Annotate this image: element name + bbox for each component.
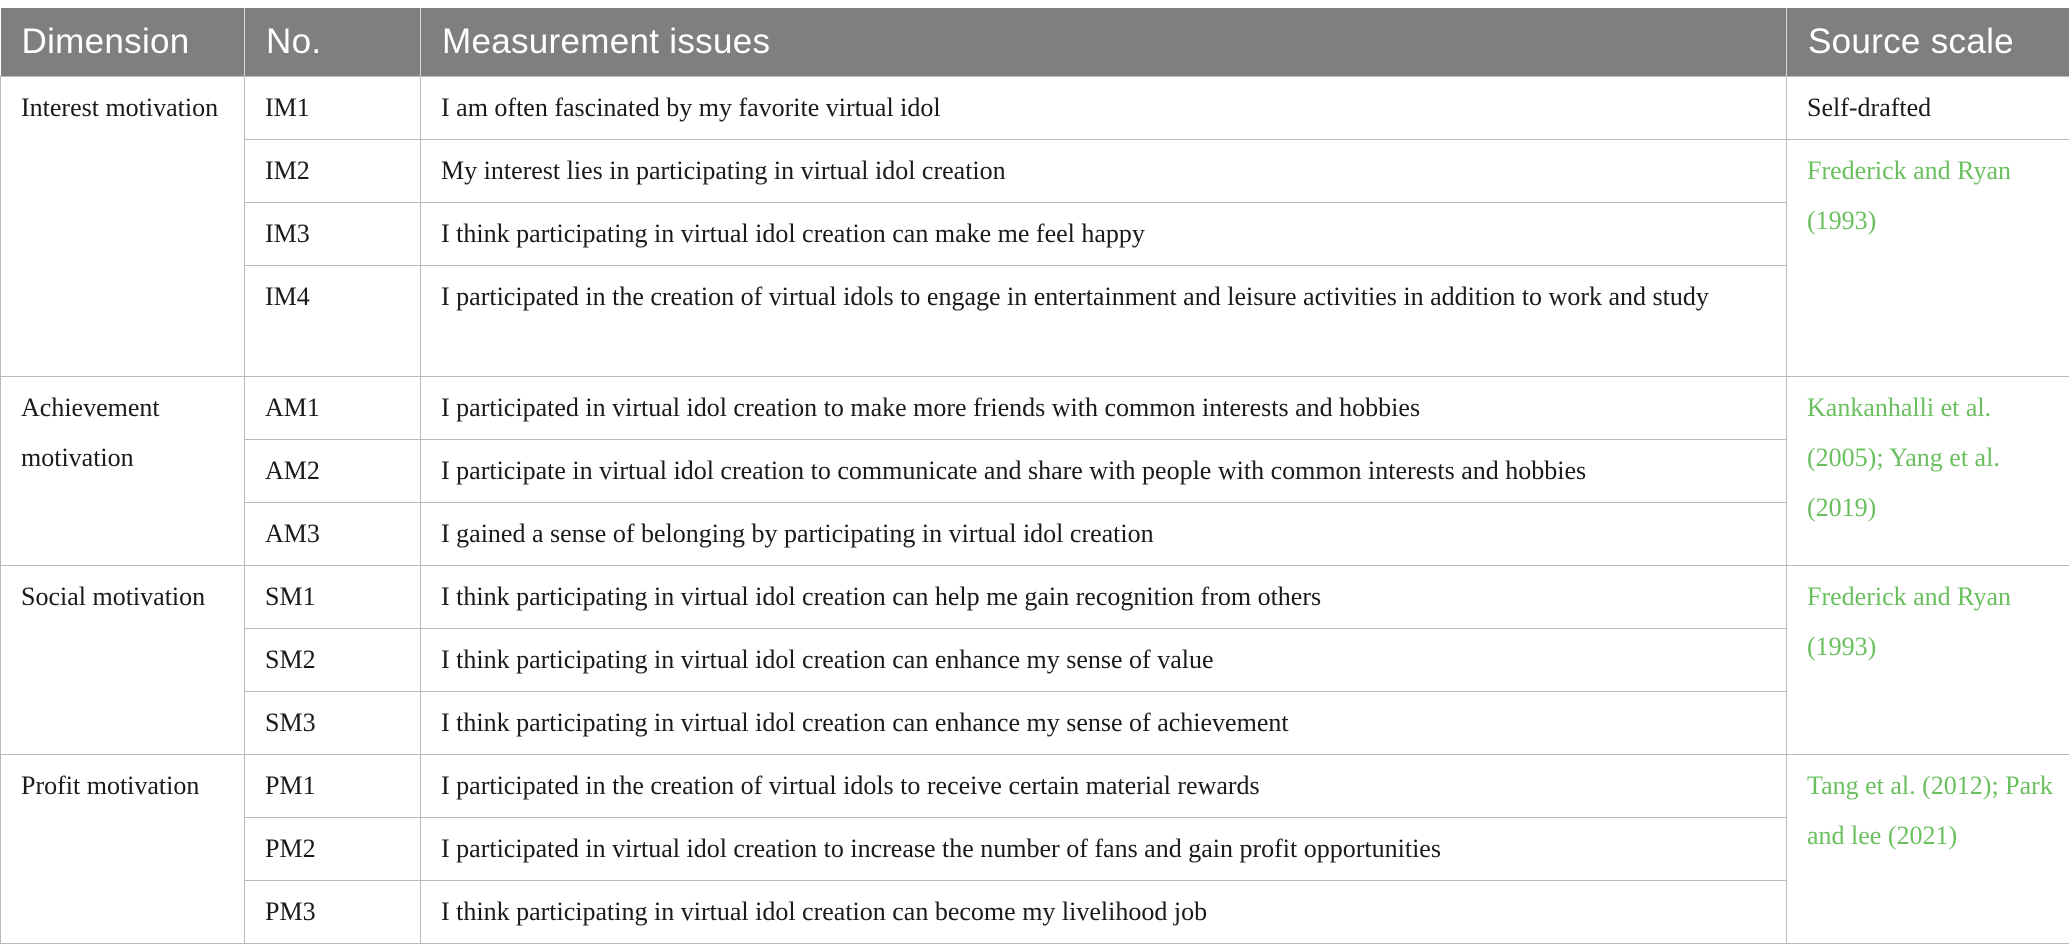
header-dimension: Dimension bbox=[1, 8, 245, 76]
source-citation-link[interactable]: Frederick and Ryan (1993) bbox=[1787, 565, 2069, 754]
item-number: SM1 bbox=[245, 565, 421, 628]
dimension-cell: Achievement motivation bbox=[1, 376, 245, 565]
source-citation-link[interactable]: Kankanhalli et al. (2005); Yang et al. (2019) bbox=[1787, 376, 2069, 565]
source-citation-link[interactable]: Frederick and Ryan (1993) bbox=[1787, 139, 2069, 376]
dimension-cell: Interest motivation bbox=[1, 76, 245, 376]
item-text: I gained a sense of belonging by participating in virtual idol creation bbox=[421, 502, 1787, 565]
table-row bbox=[1, 754, 2069, 817]
table-row bbox=[1, 76, 2069, 139]
item-number: IM1 bbox=[245, 76, 421, 139]
table-row bbox=[1, 880, 2069, 943]
item-text: I think participating in virtual idol creation can become my livelihood job bbox=[421, 880, 1787, 943]
table-row bbox=[1, 565, 2069, 628]
dimension-cell: Social motivation bbox=[1, 565, 245, 754]
table-row bbox=[1, 139, 2069, 202]
header-no: No. bbox=[245, 8, 421, 76]
table-row bbox=[1, 376, 2069, 439]
measurement-table bbox=[0, 8, 2069, 944]
item-text: I think participating in virtual idol creation can make me feel happy bbox=[421, 202, 1787, 265]
measurement-table-container bbox=[0, 8, 2069, 944]
item-text: I participate in virtual idol creation to communicate and share with people with common interests and hobbies bbox=[421, 439, 1787, 502]
source-citation-link[interactable]: Tang et al. (2012); Park and lee (2021) bbox=[1787, 754, 2069, 943]
table-row bbox=[1, 439, 2069, 502]
table-row bbox=[1, 502, 2069, 565]
item-text: I participated in the creation of virtual idols to receive certain material rewards bbox=[421, 754, 1787, 817]
item-number: AM2 bbox=[245, 439, 421, 502]
table-row bbox=[1, 628, 2069, 691]
table-row bbox=[1, 265, 2069, 376]
item-text: I think participating in virtual idol creation can enhance my sense of achievement bbox=[421, 691, 1787, 754]
dimension-cell: Profit motivation bbox=[1, 754, 245, 943]
item-number: SM3 bbox=[245, 691, 421, 754]
item-text: I participated in virtual idol creation to make more friends with common interests and hobbies bbox=[421, 376, 1787, 439]
item-number: PM3 bbox=[245, 880, 421, 943]
table-row bbox=[1, 817, 2069, 880]
source-cell: Self-drafted bbox=[1787, 76, 2069, 139]
item-number: SM2 bbox=[245, 628, 421, 691]
item-text: I think participating in virtual idol creation can help me gain recognition from others bbox=[421, 565, 1787, 628]
item-text: I am often fascinated by my favorite virtual idol bbox=[421, 76, 1787, 139]
header-source-scale: Source scale bbox=[1787, 8, 2069, 76]
item-number: IM2 bbox=[245, 139, 421, 202]
item-number: AM3 bbox=[245, 502, 421, 565]
item-text: My interest lies in participating in virtual idol creation bbox=[421, 139, 1787, 202]
item-number: PM2 bbox=[245, 817, 421, 880]
item-number: IM3 bbox=[245, 202, 421, 265]
table-row bbox=[1, 691, 2069, 754]
item-text: I participated in virtual idol creation to increase the number of fans and gain profit opportunities bbox=[421, 817, 1787, 880]
item-number: PM1 bbox=[245, 754, 421, 817]
header-row bbox=[1, 8, 2069, 76]
header-measurement-issues: Measurement issues bbox=[421, 8, 1787, 76]
item-text: I participated in the creation of virtual idols to engage in entertainment and leisure activities in addition to work and study bbox=[421, 265, 1787, 376]
item-number: IM4 bbox=[245, 265, 421, 376]
table-row bbox=[1, 202, 2069, 265]
item-text: I think participating in virtual idol creation can enhance my sense of value bbox=[421, 628, 1787, 691]
item-number: AM1 bbox=[245, 376, 421, 439]
